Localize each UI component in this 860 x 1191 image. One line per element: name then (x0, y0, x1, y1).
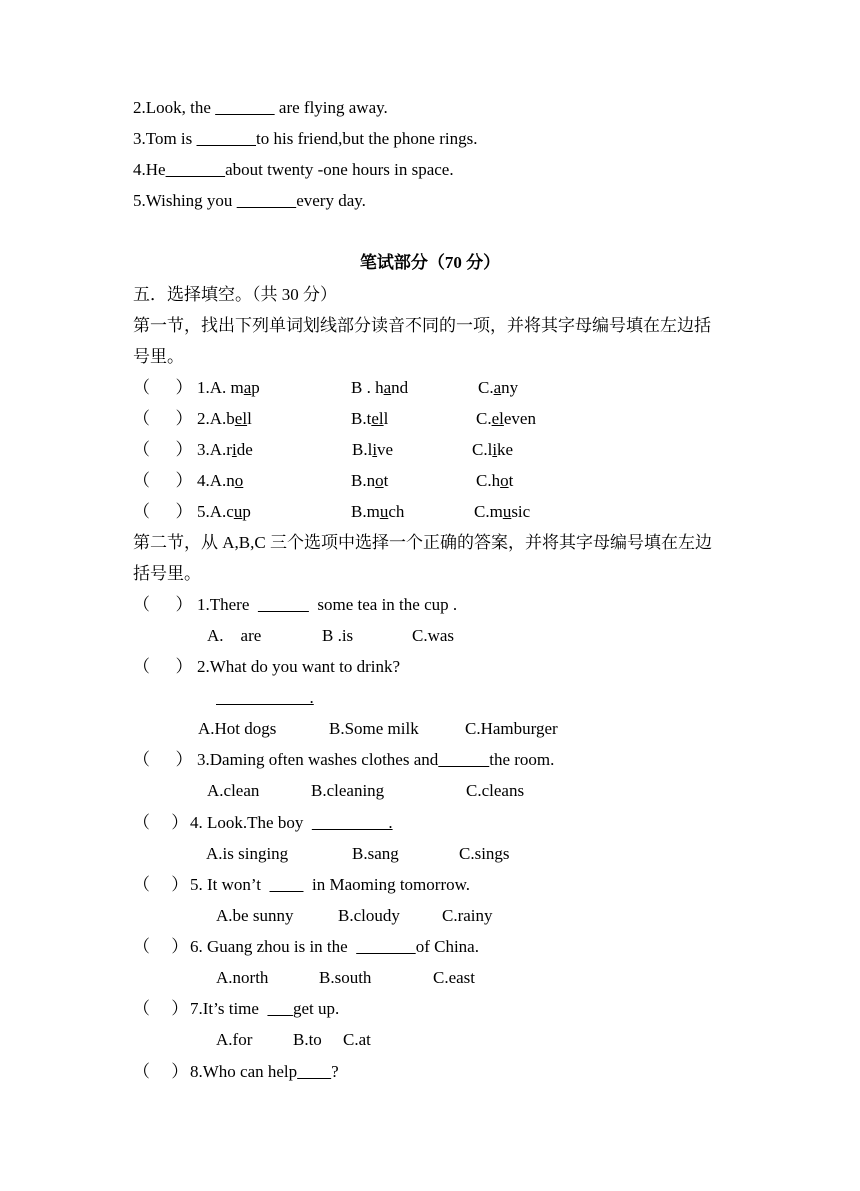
option-text: de (236, 440, 253, 459)
fill-blank (258, 595, 309, 614)
underlined-letters: el (234, 409, 248, 428)
answer-paren: （ ） (133, 999, 189, 1018)
option-text: nd (391, 378, 409, 397)
answer-option: B .is (322, 626, 354, 645)
option-text: C. (478, 378, 494, 397)
fill-blank (356, 937, 416, 956)
question-stem: 6. Guang zhou is in the (190, 937, 357, 956)
part2-instruction: 第二节，从 A,B,C 三个选项中选择一个正确的答案，并将其字母编号填在左边 (133, 533, 712, 552)
sentence-text: 5.Wishing you (133, 191, 237, 210)
option-text: t (383, 471, 389, 490)
answer-paren: （ ） (133, 750, 193, 769)
part2-instruction-cont: 括号里。 (133, 564, 201, 583)
option-text: p (242, 502, 251, 521)
answer-paren: （ ） (133, 937, 189, 956)
option-text: C.m (474, 502, 503, 521)
phonics-option-b (352, 439, 393, 461)
option-text: C.l (472, 440, 493, 459)
answer-paren: （ ） (133, 1062, 189, 1081)
option-text: B.m (351, 502, 380, 521)
question-text (197, 594, 457, 616)
question-text (190, 998, 339, 1020)
answer-option: A.north (216, 968, 269, 987)
sentence-text: 3.Tom is (133, 129, 197, 148)
answer-option: A.be sunny (216, 906, 294, 925)
question-text (197, 749, 554, 771)
sentence-4 (133, 159, 454, 181)
option-text: l (247, 409, 252, 428)
phonics-option-c (474, 501, 530, 523)
underlined-letters: i (231, 440, 237, 459)
question-text (197, 656, 400, 678)
answer-option: C.was (412, 626, 455, 645)
answer-paren: （ ） (133, 875, 189, 894)
answer-option: A. are (207, 626, 262, 645)
answer-option: C.cleans (466, 781, 525, 800)
option-text: B.n (351, 471, 376, 490)
sentence-text: are flying away. (274, 98, 388, 117)
part1-instruction: 第一节，找出下列单词划线部分读音不同的一项，并将其字母编号填在左边括 (133, 316, 711, 335)
question-stem: 2.What do you want to drink? (197, 657, 401, 676)
part1-instruction-cont: 号里。 (133, 347, 184, 366)
underlined-letters: o (234, 471, 244, 490)
underlined-letters: u (379, 502, 389, 521)
answer-option: C.sings (459, 844, 510, 863)
fill-blank (237, 191, 297, 210)
answer-paren: （ ） (133, 471, 193, 490)
phonics-option-c (476, 470, 513, 492)
sentence-5 (133, 190, 366, 212)
fill-blank (166, 160, 226, 179)
option-text: 2.A.b (197, 409, 235, 428)
question-stem: some tea in the cup . (308, 595, 458, 614)
underlined-letters: a (383, 378, 392, 397)
option-text: 5.A.c (197, 502, 234, 521)
phonics-option-b (351, 501, 404, 523)
sentence-text: about twenty -one hours in space. (225, 160, 454, 179)
option-text: ch (388, 502, 405, 521)
option-text: C.h (476, 471, 501, 490)
question-stem: the room. (489, 750, 555, 769)
answer-option: C.rainy (442, 906, 493, 925)
answer-paren: （ ） (133, 440, 193, 459)
fill-blank (267, 999, 293, 1018)
answer-option: B.Some milk (329, 719, 419, 738)
fill-blank (197, 129, 257, 148)
underlined-letters: a (493, 378, 502, 397)
answer-paren: （ ） (133, 502, 193, 521)
question-text (190, 1061, 339, 1083)
option-text: ve (377, 440, 394, 459)
sentence-3 (133, 128, 477, 150)
option-text: C. (476, 409, 492, 428)
phonics-option-c (476, 408, 536, 430)
answer-option: A.clean (207, 781, 260, 800)
underlined-letters: o (375, 471, 384, 490)
option-text: ny (501, 378, 519, 397)
question-text (190, 812, 393, 834)
fill-blank (215, 98, 275, 117)
option-text: sic (511, 502, 531, 521)
phonics-option-b (351, 408, 388, 430)
option-text: 3.A.r (197, 440, 232, 459)
underlined-letters: el (371, 409, 384, 428)
fill-blank (270, 875, 304, 894)
answer-option: B.south (319, 968, 372, 987)
option-text: B.t (351, 409, 372, 428)
sentence-text: 4.He (133, 160, 166, 179)
underlined-letters: i (372, 440, 378, 459)
fill-blank (438, 750, 489, 769)
question-stem: 8.Who can help (190, 1062, 298, 1081)
sentence-text: every day. (296, 191, 366, 210)
underlined-letters: u (233, 502, 243, 521)
phonics-option-c (472, 439, 513, 461)
sentence-text: to his friend,but the phone rings. (256, 129, 478, 148)
answer-paren: （ ） (133, 657, 193, 676)
question-stem: 4. Look.The boy (190, 813, 312, 832)
option-text: t (508, 471, 514, 490)
question-stem: 7.It’s time (190, 999, 268, 1018)
option-text: p (251, 378, 260, 397)
question-text (190, 936, 479, 958)
answer-option: B.to (293, 1030, 322, 1049)
answer-option: A.Hot dogs (198, 719, 277, 738)
underlined-letters: el (491, 409, 504, 428)
fill-blank: . (311, 813, 393, 832)
phonics-option-c (478, 377, 518, 399)
phonics-option-b (351, 377, 408, 399)
answer-option: C.east (433, 968, 476, 987)
option-text: B . h (351, 378, 384, 397)
option-text: 4.A.n (197, 471, 235, 490)
answer-option: B.cloudy (338, 906, 400, 925)
underlined-letters: o (500, 471, 509, 490)
phonics-option-a (197, 439, 253, 461)
answer-paren: （ ） (133, 595, 193, 614)
underlined-letters: a (243, 378, 252, 397)
question-text (190, 874, 470, 896)
section-title: 笔试部分（70 分） (359, 253, 501, 272)
fill-blank (297, 1062, 331, 1081)
answer-option: C.Hamburger (465, 719, 558, 738)
question-stem: ? (331, 1062, 339, 1081)
question-stem: in Maoming tomorrow. (303, 875, 471, 894)
option-text: 1.A. m (197, 378, 244, 397)
phonics-option-a (197, 377, 260, 399)
phonics-option-a (197, 470, 243, 492)
underlined-letters: u (502, 502, 512, 521)
answer-option: A.is singing (206, 844, 289, 863)
question-stem: 5. It won’t (190, 875, 270, 894)
phonics-option-b (351, 470, 388, 492)
phonics-option-a (197, 501, 251, 523)
option-text: even (503, 409, 536, 428)
question-stem: of China. (415, 937, 479, 956)
answer-line: . (216, 688, 314, 707)
answer-paren: （ ） (133, 813, 189, 832)
answer-option: A.for (216, 1030, 253, 1049)
question-stem: 3.Daming often washes clothes and (197, 750, 439, 769)
phonics-option-a (197, 408, 252, 430)
answer-option: B.cleaning (311, 781, 385, 800)
option-text: l (383, 409, 389, 428)
option-text: ke (497, 440, 514, 459)
underlined-letters: i (492, 440, 498, 459)
answer-paren: （ ） (133, 409, 193, 428)
answer-option: C.at (343, 1030, 371, 1049)
answer-paren: （ ） (133, 378, 193, 397)
question-stem: get up. (292, 999, 340, 1018)
option-text: B.l (352, 440, 373, 459)
answer-option: B.sang (352, 844, 399, 863)
part5-heading: 五．选择填空。（共 30 分） (133, 285, 337, 304)
sentence-text: 2.Look, the (133, 98, 216, 117)
question-stem: 1.There (197, 595, 258, 614)
sentence-2 (133, 97, 388, 119)
